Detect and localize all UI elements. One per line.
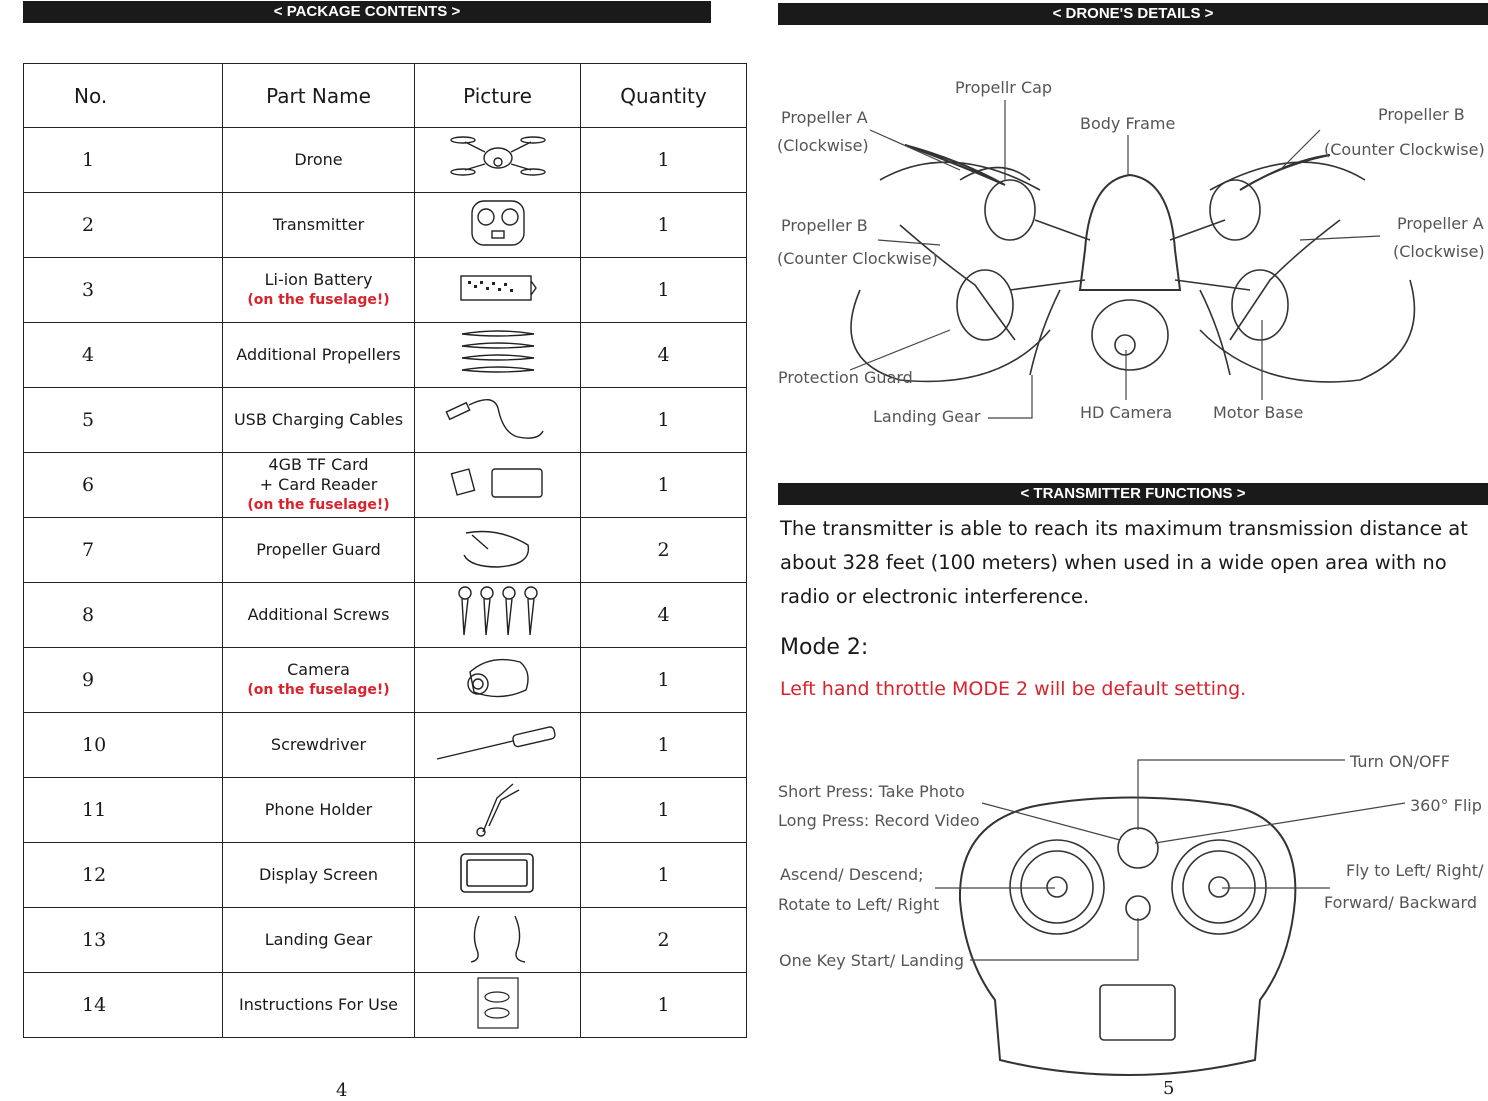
part-name: Li-ion Battery: [264, 270, 373, 289]
quantity-cell: 4: [581, 583, 747, 648]
quantity-cell: 4: [581, 323, 747, 388]
row-number: 8: [24, 583, 223, 648]
label-counter-clockwise-top: (Counter Clockwise): [1324, 140, 1485, 159]
mode-title: Mode 2:: [780, 635, 869, 660]
label-turn-on-off: Turn ON/OFF: [1350, 752, 1450, 771]
row-number: 13: [24, 908, 223, 973]
row-number: 5: [24, 388, 223, 453]
label-motor-base: Motor Base: [1213, 403, 1304, 422]
quantity-cell: 1: [581, 128, 747, 193]
label-long-press: Long Press: Record Video: [778, 811, 980, 830]
fuselage-note: (on the fuselage!): [247, 497, 390, 513]
col-no: No.: [24, 64, 223, 128]
label-forward-backward: Forward/ Backward: [1324, 893, 1478, 912]
part-name: Camera: [287, 660, 350, 679]
label-360-flip: 360° Flip: [1410, 796, 1482, 815]
col-quantity: Quantity: [581, 64, 747, 128]
part-name: Drone: [294, 150, 343, 169]
package-contents-header: < PACKAGE CONTENTS >: [23, 1, 711, 23]
page-number-right: 5: [1163, 1078, 1175, 1099]
quantity-cell: 1: [581, 453, 747, 518]
transmitter-functions-header: < TRANSMITTER FUNCTIONS >: [778, 483, 1488, 505]
label-ascend-descend: Ascend/ Descend;: [780, 865, 924, 884]
drone-details-header: < DRONE'S DETAILS >: [778, 3, 1488, 25]
row-number: 3: [24, 258, 223, 323]
label-short-press: Short Press: Take Photo: [778, 782, 965, 801]
quantity-cell: 2: [581, 908, 747, 973]
label-hd-camera: HD Camera: [1080, 403, 1173, 422]
col-part-name: Part Name: [223, 64, 415, 128]
protection-guard-shape: [851, 162, 1050, 381]
part-name: 4GB TF Card + Card Reader: [259, 455, 378, 494]
row-number: 4: [24, 323, 223, 388]
quantity-cell: 1: [581, 843, 747, 908]
row-number: 1: [24, 128, 223, 193]
row-number: 14: [24, 973, 223, 1038]
page-number-left: 4: [336, 1080, 348, 1101]
part-name: Screwdriver: [270, 735, 367, 754]
fuselage-note: (on the fuselage!): [247, 292, 390, 308]
label-body-frame: Body Frame: [1080, 114, 1176, 133]
label-clockwise-top: (Clockwise): [777, 136, 869, 155]
col-picture: Picture: [415, 64, 581, 128]
label-rotate: Rotate to Left/ Right: [778, 895, 940, 914]
part-name: Additional Propellers: [236, 345, 401, 364]
part-name: Phone Holder: [264, 800, 373, 819]
row-number: 2: [24, 193, 223, 258]
fuselage-note: (on the fuselage!): [247, 682, 390, 698]
quantity-cell: 1: [581, 778, 747, 843]
label-counter-clockwise-left: (Counter Clockwise): [777, 249, 938, 268]
mode-note: Left hand throttle MODE 2 will be default setting.: [780, 678, 1247, 700]
quantity-cell: 1: [581, 648, 747, 713]
label-fly-left-right: Fly to Left/ Right/: [1346, 861, 1484, 880]
label-clockwise-right: (Clockwise): [1393, 242, 1485, 261]
label-protection-guard: Protection Guard: [778, 368, 913, 387]
part-name: Display Screen: [258, 865, 379, 884]
label-landing-gear: Landing Gear: [873, 407, 981, 426]
quantity-cell: 1: [581, 193, 747, 258]
part-name: USB Charging Cables: [233, 410, 404, 429]
transmitter-diagram: [935, 760, 1405, 1075]
quantity-cell: 1: [581, 973, 747, 1038]
part-name: Additional Screws: [247, 605, 390, 624]
quantity-cell: 1: [581, 388, 747, 453]
transmitter-paragraph: The transmitter is able to reach its maximum transmission distance at about 328 feet (100 meters) when used in a wide open area with no radio or electronic interference.: [780, 517, 1468, 608]
label-propeller-b-top: Propeller B: [1378, 105, 1465, 124]
part-name: Landing Gear: [264, 930, 373, 949]
row-number: 12: [24, 843, 223, 908]
part-name: Propeller Guard: [256, 540, 381, 559]
label-propeller-a-top: Propeller A: [781, 108, 868, 127]
row-number: 6: [24, 453, 223, 518]
row-number: 10: [24, 713, 223, 778]
row-number: 11: [24, 778, 223, 843]
label-propellr-cap: Propellr Cap: [955, 78, 1053, 97]
quantity-cell: 2: [581, 518, 747, 583]
row-number: 7: [24, 518, 223, 583]
label-propeller-a-right: Propeller A: [1397, 214, 1484, 233]
label-propeller-b-left: Propeller B: [781, 216, 868, 235]
label-one-key-start: One Key Start/ Landing: [779, 951, 965, 970]
part-name: Instructions For Use: [238, 995, 399, 1014]
row-number: 9: [24, 648, 223, 713]
quantity-cell: 1: [581, 713, 747, 778]
quantity-cell: 1: [581, 258, 747, 323]
part-name: Transmitter: [272, 215, 365, 234]
